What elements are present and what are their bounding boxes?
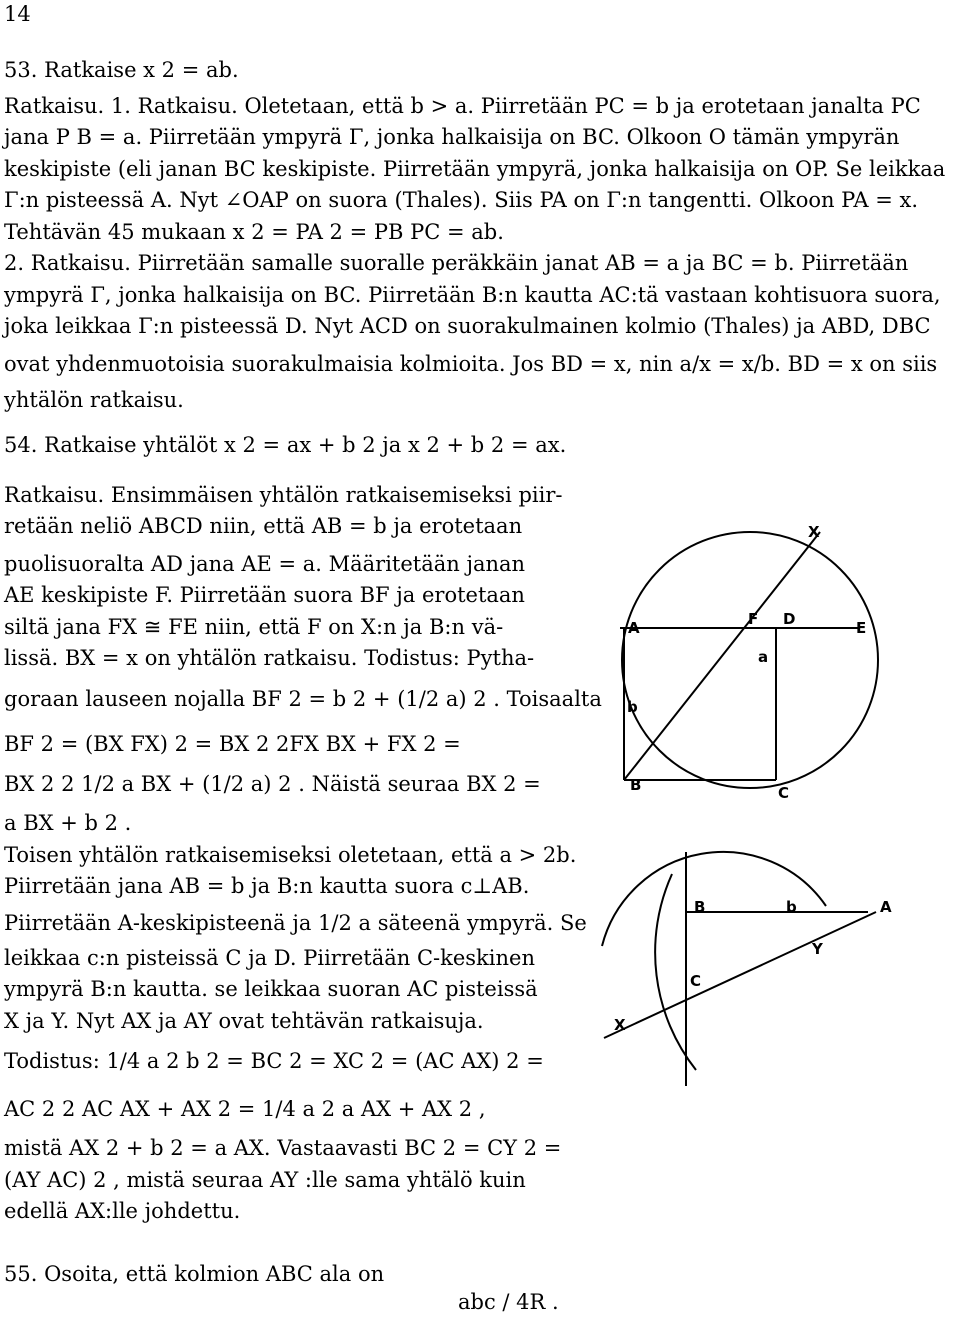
problem-54-line: goraan lauseen nojalla BF 2 = b 2 + (1/2 a) 2 . Toisaalta bbox=[4, 686, 602, 711]
figure1-label: E bbox=[856, 619, 867, 637]
figure1-line-bx bbox=[624, 532, 820, 780]
figure2-label: A bbox=[880, 898, 892, 916]
problem-53-line: ovat yhdenmuotoisia suorakulmaisia kolmioita. Jos BD = x, nin a/x = x/b. BD = x on siis bbox=[4, 351, 938, 376]
figure1-label: b bbox=[627, 698, 638, 716]
problem-53-line: Γ:n pisteessä A. Nyt ∠OAP on suora (Thales). Siis PA on Γ:n tangentti. Olkoon PA = x. bbox=[4, 188, 919, 212]
problem-54-line: lissä. BX = x on yhtälön ratkaisu. Todistus: Pytha- bbox=[4, 646, 535, 670]
figure1-label: D bbox=[783, 610, 796, 628]
problem-53-line: keskipiste (eli janan BC keskipiste. Piirretään ympyrä, jonka halkaisija on OP. Se leikkaa bbox=[4, 156, 946, 181]
problem-53-line: joka leikkaa Γ:n pisteessä D. Nyt ACD on suorakulmainen kolmio (Thales) ja ABD, DBC bbox=[4, 314, 931, 338]
figure-circle-construction bbox=[600, 850, 960, 1090]
problem-53-line: Tehtävän 45 mukaan x 2 = PA 2 = PB PC = ab. bbox=[4, 219, 504, 244]
problem-54-line: AE keskipiste F. Piirretään suora BF ja erotetaan bbox=[4, 583, 525, 607]
problem-54-line: edellä AX:lle johdettu. bbox=[4, 1199, 241, 1223]
figure1-label: X bbox=[808, 523, 820, 541]
problem-53-line: yhtälön ratkaisu. bbox=[4, 387, 184, 412]
problem-53-line: jana P B = a. Piirretään ympyrä Γ, jonka halkaisija on BC. Olkoon O tämän ympyrän bbox=[4, 125, 900, 149]
figure1-label: a bbox=[758, 648, 769, 666]
problem-54 bbox=[4, 430, 602, 1228]
problem-54-line: (AY AC) 2 , mistä seuraa AY :lle sama yhtälö kuin bbox=[4, 1167, 526, 1192]
problem-54-line: X ja Y. Nyt AX ja AY ovat tehtävän ratkaisuja. bbox=[4, 1008, 484, 1033]
problem-54-line: leikkaa c:n pisteissä C ja D. Piirretään C-keskinen bbox=[4, 945, 535, 970]
problem-54-line: mistä AX 2 + b 2 = a AX. Vastaavasti BC 2 = CY 2 = bbox=[4, 1136, 562, 1160]
figure-square-construction bbox=[600, 500, 960, 820]
problem-54-line: ympyrä B:n kautta. se leikkaa suoran AC pisteissä bbox=[4, 977, 538, 1001]
problem-53-line: Ratkaisu. 1. Ratkaisu. Oletetaan, että b > a. Piirretään PC = b ja erotetaan janalta PC bbox=[4, 93, 921, 118]
problem-54-line: Piirretään A-keskipisteenä ja 1/2 a säteenä ympyrä. Se bbox=[4, 910, 587, 935]
problem-53-line: 53. Ratkaise x 2 = ab. bbox=[4, 58, 239, 82]
figure2-label: b bbox=[786, 898, 797, 916]
problem-53 bbox=[4, 55, 945, 416]
problem-54-line: Toisen yhtälön ratkaisemiseksi oletetaan, että a > 2b. bbox=[4, 842, 577, 867]
figure2-label: Y bbox=[812, 940, 823, 958]
figure2-label: X bbox=[614, 1016, 626, 1034]
problem-54-line: Ratkaisu. Ensimmäisen yhtälön ratkaisemiseksi piir- bbox=[4, 482, 563, 507]
problem-54-line: AC 2 2 AC AX + AX 2 = 1/4 a 2 a AX + AX 2 , bbox=[4, 1097, 486, 1121]
problem-54-line: 54. Ratkaise yhtälöt x 2 = ax + b 2 ja x 2 + b 2 = ax. bbox=[4, 433, 567, 457]
problem-55-text: 55. Osoita, että kolmion ABC ala on bbox=[4, 1262, 385, 1286]
problem-54-line: siltä jana FX ≅ FE niin, että F on X:n ja B:n vä- bbox=[4, 614, 504, 639]
figure1-label: A bbox=[628, 619, 640, 637]
problem-54-line: BF 2 = (BX FX) 2 = BX 2 2FX BX + FX 2 = bbox=[4, 731, 461, 756]
figure1-circle bbox=[622, 532, 878, 788]
problem-55-formula: abc / 4R . bbox=[458, 1290, 559, 1314]
problem-53-line: ympyrä Γ, jonka halkaisija on BC. Piirretään B:n kautta AC:tä vastaan kohtisuora suora, bbox=[4, 282, 941, 307]
problem-54-line: BX 2 2 1/2 a BX + (1/2 a) 2 . Näistä seuraa BX 2 = bbox=[4, 772, 541, 796]
page-number: 14 bbox=[4, 2, 31, 26]
figure1-label: F bbox=[748, 610, 759, 628]
problem-54-line: Todistus: 1/4 a 2 b 2 = BC 2 = XC 2 = (AC AX) 2 = bbox=[4, 1049, 544, 1073]
problem-54-line: retään neliö ABCD niin, että AB = b ja erotetaan bbox=[4, 514, 523, 538]
figure1-label: B bbox=[630, 776, 642, 794]
figure2-label: B bbox=[694, 898, 706, 916]
problem-54-line: Piirretään jana AB = b ja B:n kautta suora c⊥AB. bbox=[4, 874, 530, 898]
figure2-line-ax bbox=[604, 912, 876, 1038]
problem-54-line: puolisuoralta AD jana AE = a. Määritetään janan bbox=[4, 551, 526, 576]
problem-54-line: a BX + b 2 . bbox=[4, 811, 132, 835]
problem-53-line: 2. Ratkaisu. Piirretään samalle suoralle peräkkäin janat AB = a ja BC = b. Piirretään bbox=[4, 251, 909, 275]
figure1-label: C bbox=[778, 784, 790, 802]
figure2-label: C bbox=[690, 972, 702, 990]
